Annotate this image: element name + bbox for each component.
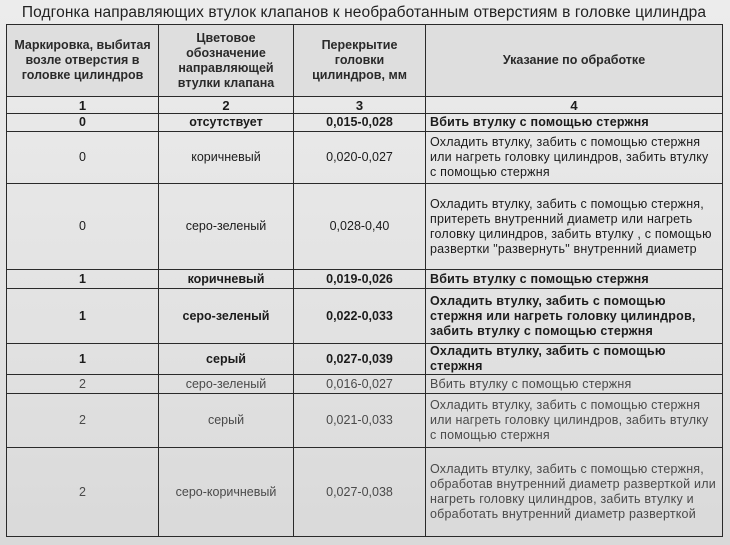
table-row xyxy=(7,448,723,537)
cell-color: серый xyxy=(159,394,294,448)
table-row xyxy=(7,344,723,375)
cell-overlap: 0,022-0,033 xyxy=(294,289,426,344)
cell-marking: 0 xyxy=(7,184,159,270)
table-row xyxy=(7,289,723,344)
table-title: Подгонка направляющих втулок клапанов к необработанным отверстиям в головке цилиндра xyxy=(21,4,707,21)
column-number-row xyxy=(7,97,723,114)
cell-instruction: Охладить втулку, забить с помощью стержня или нагреть головку цилиндров, забить втулку с помощью стержня xyxy=(426,394,723,448)
cell-marking: 2 xyxy=(7,394,159,448)
table-row xyxy=(7,114,723,132)
column-number: 2 xyxy=(159,97,294,114)
cell-instruction: Охладить втулку, забить с помощью стержня или нагреть головку цилиндров, забить втулку с помощью стержня xyxy=(426,132,723,184)
cell-marking: 1 xyxy=(7,344,159,375)
cell-instruction: Вбить втулку с помощью стержня xyxy=(426,375,723,394)
header-marking: Маркировка, выбитая возле отверстия в головке цилиндров xyxy=(7,25,159,97)
header-instruction: Указание по обработке xyxy=(426,25,723,97)
cell-marking: 2 xyxy=(7,448,159,537)
cell-color: серый xyxy=(159,344,294,375)
cell-instruction: Охладить втулку, забить с помощью стержня xyxy=(426,344,723,375)
cell-instruction: Охладить втулку, забить с помощью стержня, притереть внутренний диаметр или нагреть головку цилиндров, забить втулку , с помощью развертки "развернуть" внутренний диаметр xyxy=(426,184,723,270)
table-row xyxy=(7,184,723,270)
cell-marking: 2 xyxy=(7,375,159,394)
cell-color: серо-зеленый xyxy=(159,289,294,344)
cell-overlap: 0,021-0,033 xyxy=(294,394,426,448)
cell-color: серо-зеленый xyxy=(159,184,294,270)
column-number: 4 xyxy=(426,97,723,114)
cell-overlap: 0,020-0,027 xyxy=(294,132,426,184)
cell-color: серо-зеленый xyxy=(159,375,294,394)
cell-color: серо-коричневый xyxy=(159,448,294,537)
cell-instruction: Вбить втулку с помощью стержня xyxy=(426,270,723,289)
cell-marking: 0 xyxy=(7,132,159,184)
cell-instruction: Вбить втулку с помощью стержня xyxy=(426,114,723,132)
cell-overlap: 0,015-0,028 xyxy=(294,114,426,132)
cell-marking: 1 xyxy=(7,289,159,344)
table-row xyxy=(7,132,723,184)
cell-overlap: 0,028-0,40 xyxy=(294,184,426,270)
cell-marking: 0 xyxy=(7,114,159,132)
cell-marking: 1 xyxy=(7,270,159,289)
header-color-code: Цветовое обозначение направляющей втулки клапана xyxy=(159,25,294,97)
header-overlap: Перекрытие головки цилиндров, мм xyxy=(294,25,426,97)
column-number: 3 xyxy=(294,97,426,114)
cell-overlap: 0,027-0,038 xyxy=(294,448,426,537)
cell-overlap: 0,016-0,027 xyxy=(294,375,426,394)
header-row xyxy=(7,25,723,97)
cell-instruction: Охладить втулку, забить с помощью стержня, обработав внутренний диаметр разверткой или нагреть головку цилиндров, забить втулку и обработать внутренний диаметр разверткой xyxy=(426,448,723,537)
cell-overlap: 0,027-0,039 xyxy=(294,344,426,375)
cell-instruction: Охладить втулку, забить с помощью стержня или нагреть головку цилиндров, забить втулку с помощью стержня xyxy=(426,289,723,344)
cell-color: коричневый xyxy=(159,270,294,289)
table-row xyxy=(7,375,723,394)
table-row xyxy=(7,394,723,448)
valve-guide-table xyxy=(6,24,723,537)
cell-overlap: 0,019-0,026 xyxy=(294,270,426,289)
column-number: 1 xyxy=(7,97,159,114)
table-row xyxy=(7,270,723,289)
cell-color: коричневый xyxy=(159,132,294,184)
cell-color: отсутствует xyxy=(159,114,294,132)
